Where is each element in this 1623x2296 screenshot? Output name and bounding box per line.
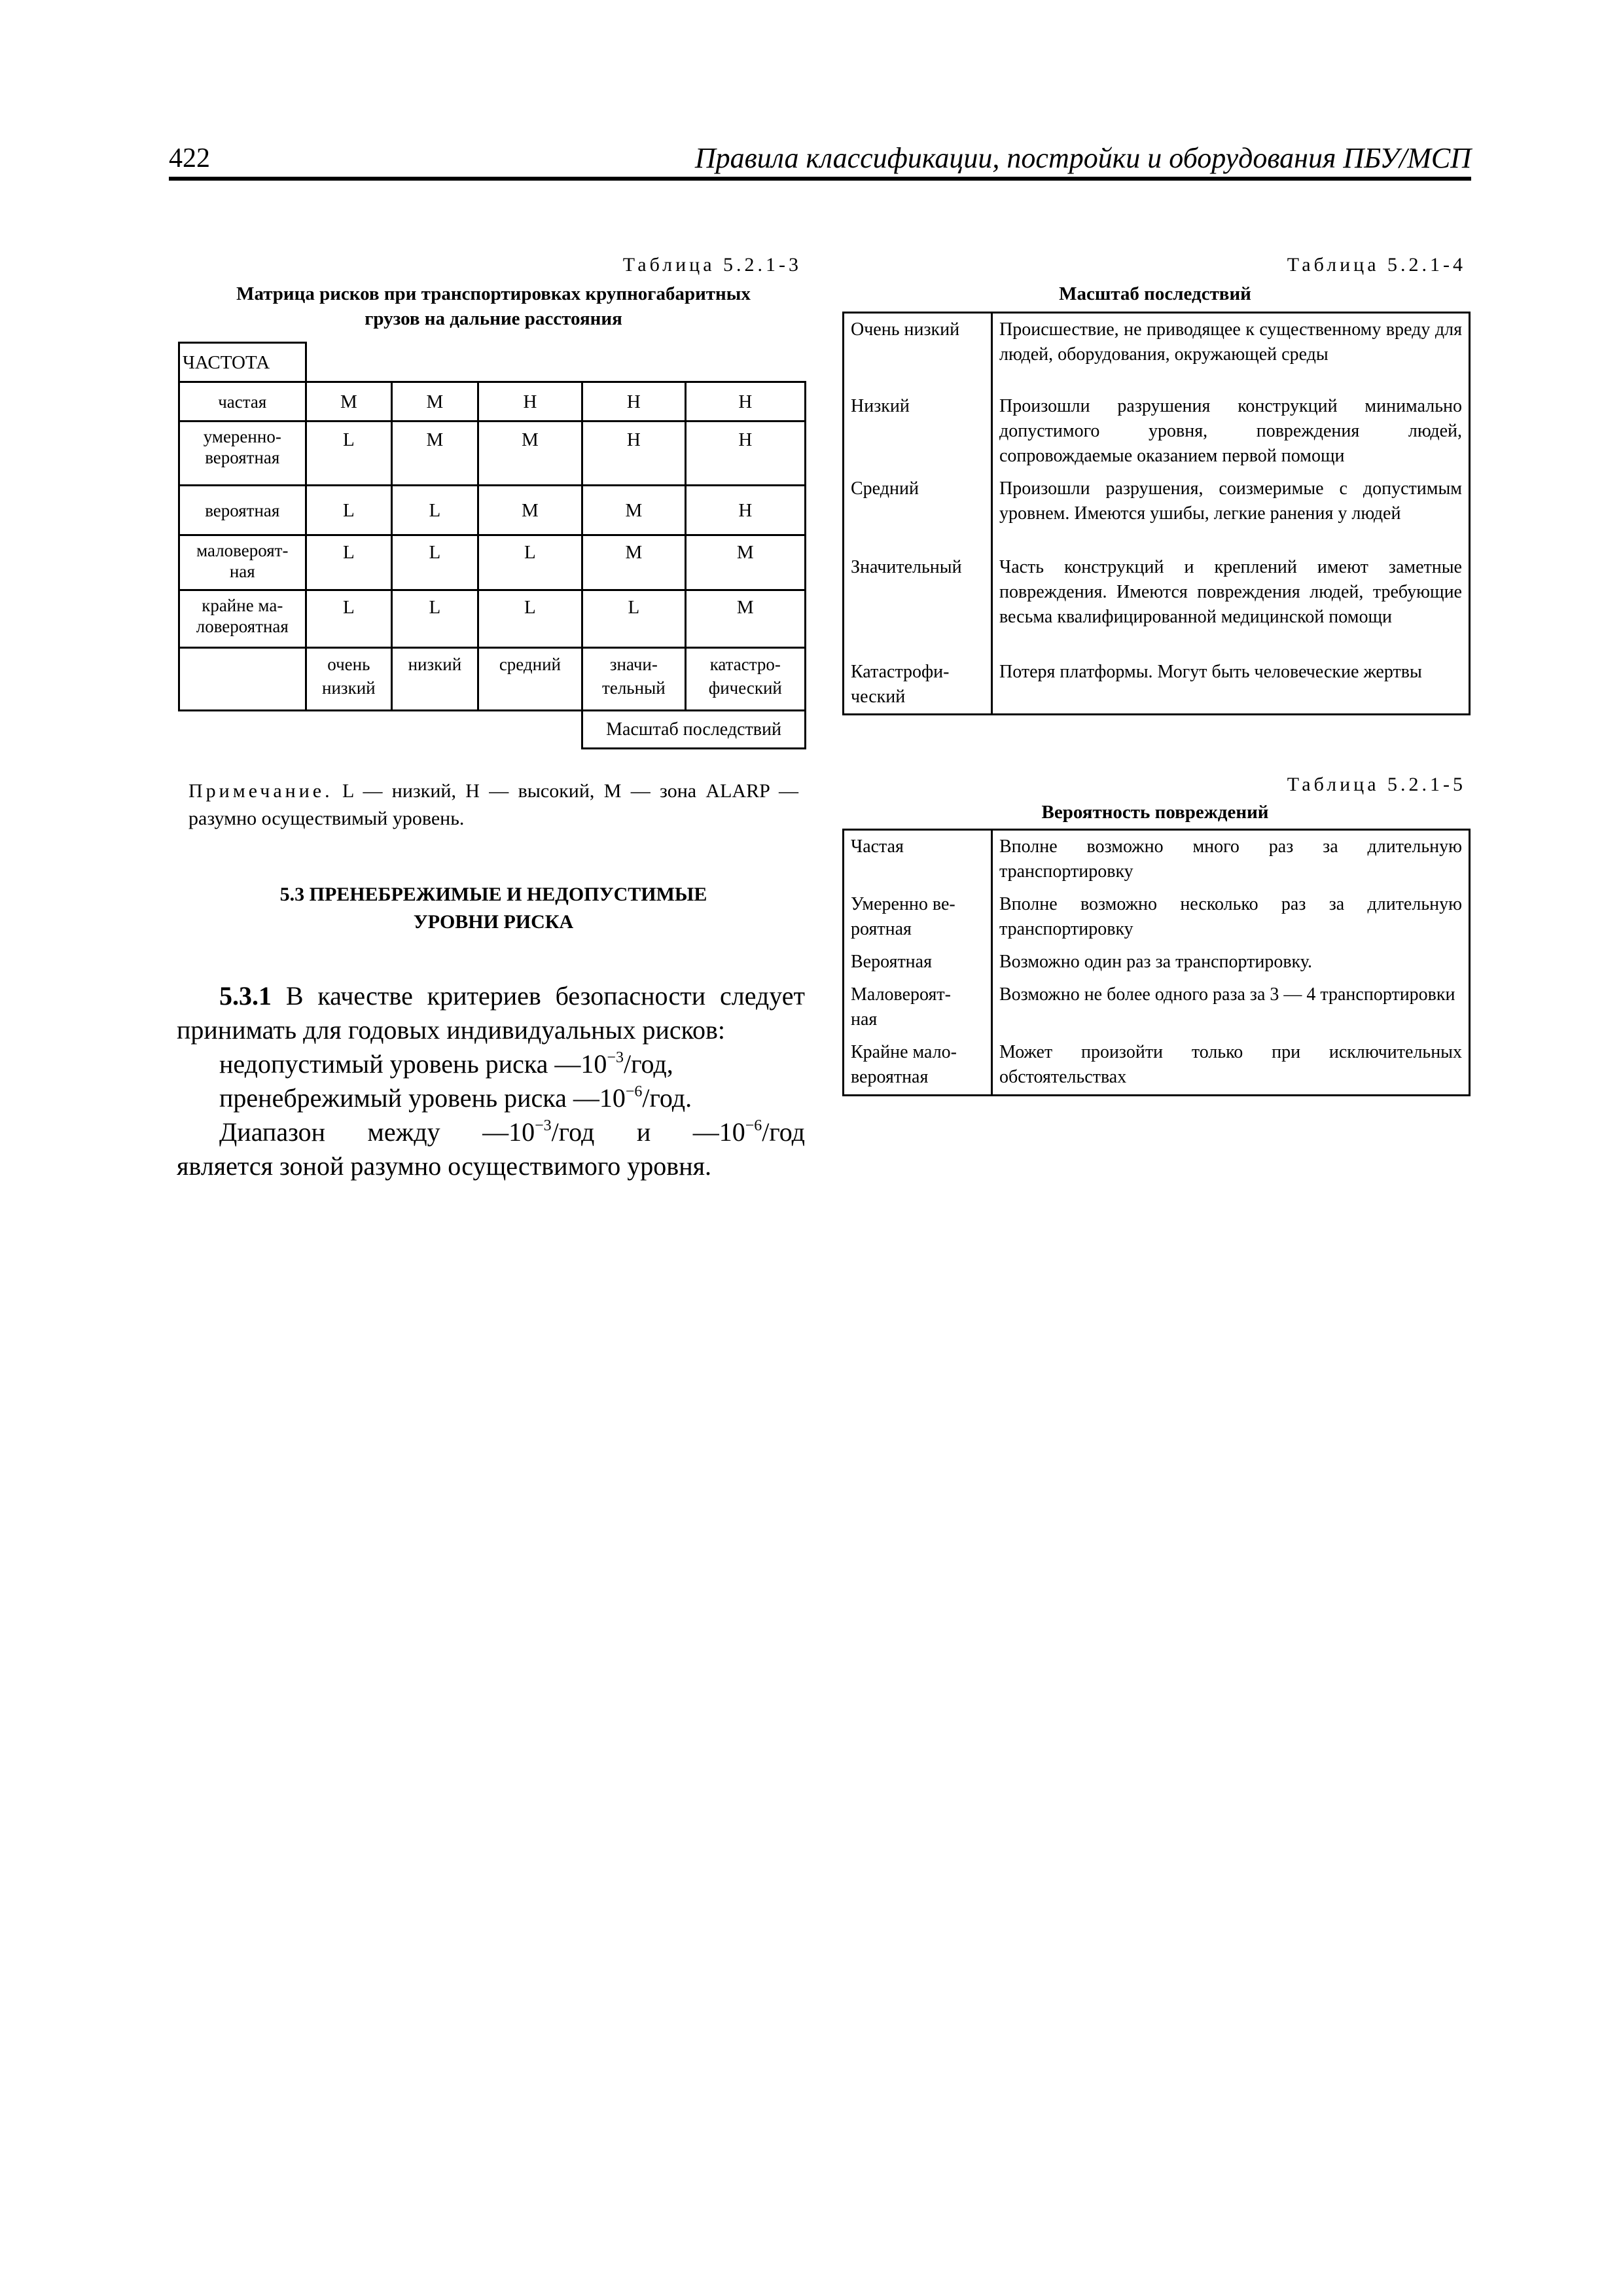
matrix-note [188,778,798,833]
page-number: 422 [169,143,210,173]
table-row [844,473,1470,551]
section-title-line2: УРОВНИ РИСКА [413,911,574,933]
paragraph-line [219,979,805,1013]
table-row [179,535,806,590]
paragraph-line: является зоной разумно осуществимого уровня. [177,1151,711,1181]
matrix-cell: L [306,590,392,648]
consequence-description: Произошли разрушения конструкций минимально допустимого уровня, повреждения людей, сопровождаемые оказанием первой помощи [992,390,1470,473]
matrix-cell: L [306,486,392,535]
table-row [844,390,1470,473]
matrix-cell: M [392,422,478,486]
matrix-cell: L [478,535,582,590]
probability-description: Может произойти только при исключительных обстоятельствах [992,1036,1470,1095]
matrix-cell: M [685,535,805,590]
probability-description: Возможно не более одного раза за 3 — 4 транспортировки [992,978,1470,1036]
row-label: умеренно- вероятная [179,422,306,486]
table-row [844,313,1470,390]
note-text: L — низкий, H — высокий, M — зона ALARP — разумно осуществимый уровень. [188,780,798,829]
probability-level: Частая [844,830,992,889]
column-header-row [179,648,806,711]
matrix-cell: L [306,422,392,486]
matrix-cell: L [478,590,582,648]
table-row [844,551,1470,656]
consequence-level: Средний [844,473,992,551]
table-row [844,978,1470,1036]
risk-matrix-table [178,342,806,749]
matrix-cell: M [306,382,392,422]
matrix-cell: M [478,422,582,486]
row-label: маловероят- ная [179,535,306,590]
negligible-level: пренебрежимый уровень риска $—10^{-6}$/год. [219,1083,692,1113]
matrix-cell: L [392,535,478,590]
consequences-table-caption: Масштаб последствий [1059,283,1251,304]
matrix-cell: M [582,486,685,535]
col-header: средний [478,648,582,711]
matrix-table-caption [169,281,818,331]
table-row [179,382,806,422]
paragraph-line: принимать для годовых индивидуальных рисков: [177,1015,726,1045]
probability-description: Вполне возможно много раз за длительную транспортировку [992,830,1470,889]
freq-header: ЧАСТОТА [179,343,306,382]
probability-table [842,829,1471,1096]
col-header: очень низкий [306,648,392,711]
matrix-cell: H [685,486,805,535]
consequence-description: Потеря платформы. Могут быть человеческие жертвы [992,656,1470,715]
matrix-cell: H [582,382,685,422]
col-header: низкий [392,648,478,711]
table-row [844,888,1470,946]
matrix-cell: M [392,382,478,422]
row-label: крайне ма- ловероятная [179,590,306,648]
matrix-caption-line1: Матрица рисков при транспортировках крупногабаритных [236,283,751,304]
probability-level: Маловероят- ная [844,978,992,1036]
scale-label: Масштаб последствий [582,711,806,749]
note-label: Примечание. [188,780,333,802]
probability-table-caption: Вероятность повреждений [1041,802,1269,823]
row-label: вероятная [179,486,306,535]
consequence-description: Часть конструкций и креплений имеют заметные повреждения. Имеются повреждения людей, требующие весьма квалифицированной медицинской помощи [992,551,1470,656]
section-title [169,881,818,936]
consequence-level: Катастрофи- ческий [844,656,992,715]
probability-level: Крайне мало- вероятная [844,1036,992,1095]
consequence-level: Значительный [844,551,992,656]
matrix-cell: H [582,422,685,486]
consequences-table-number: Таблица 5.2.1-4 [1287,254,1466,276]
probability-level: Вероятная [844,946,992,978]
table-row [179,590,806,648]
matrix-cell: L [392,590,478,648]
matrix-cell: H [685,382,805,422]
consequence-level: Низкий [844,390,992,473]
col-header: значи- тельный [582,648,685,711]
probability-level: Умеренно ве- роятная [844,888,992,946]
range-line: Диапазон между $—10^{-3}$/год и $—10^{-6}$/год [219,1117,805,1147]
unacceptable-level: недопустимый уровень риска $—10^{-3}$/год, [219,1049,673,1079]
consequence-level: Очень низкий [844,313,992,390]
table-row [844,656,1470,715]
matrix-cell: M [478,486,582,535]
matrix-cell: H [478,382,582,422]
paragraph-text: В качестве критериев безопасности следует [285,981,805,1011]
probability-description: Возможно один раз за транспортировку. [992,946,1470,978]
consequence-description: Произошли разрушения, соизмеримые с допустимым уровнем. Имеются ушибы, легкие ранения у людей [992,473,1470,551]
table-row [179,486,806,535]
col-header: катастро- фический [685,648,805,711]
table-row [844,830,1470,889]
matrix-caption-line2: грузов на дальние расстояния [365,308,622,329]
matrix-cell: L [306,535,392,590]
paragraph-number: 5.3.1 [219,981,272,1011]
matrix-cell: L [392,486,478,535]
matrix-cell: M [685,590,805,648]
table-row [844,946,1470,978]
probability-table-number: Таблица 5.2.1-5 [1287,774,1466,795]
consequences-table [842,312,1471,715]
consequence-description: Происшествие, не приводящее к существенному вреду для людей, оборудования, окружающей среды [992,313,1470,390]
matrix-cell: L [582,590,685,648]
matrix-table-number: Таблица 5.2.1-3 [622,254,802,276]
row-label: частая [179,382,306,422]
running-title: Правила классификации, постройки и оборудования ПБУ/МСП [694,142,1471,174]
table-row [844,1036,1470,1095]
section-title-line1: 5.3 ПРЕНЕБРЕЖИМЫЕ И НЕДОПУСТИМЫЕ [279,884,707,905]
matrix-cell: M [582,535,685,590]
header-rule [169,177,1471,181]
probability-description: Вполне возможно несколько раз за длительную транспортировку [992,888,1470,946]
table-row [179,422,806,486]
matrix-cell: H [685,422,805,486]
